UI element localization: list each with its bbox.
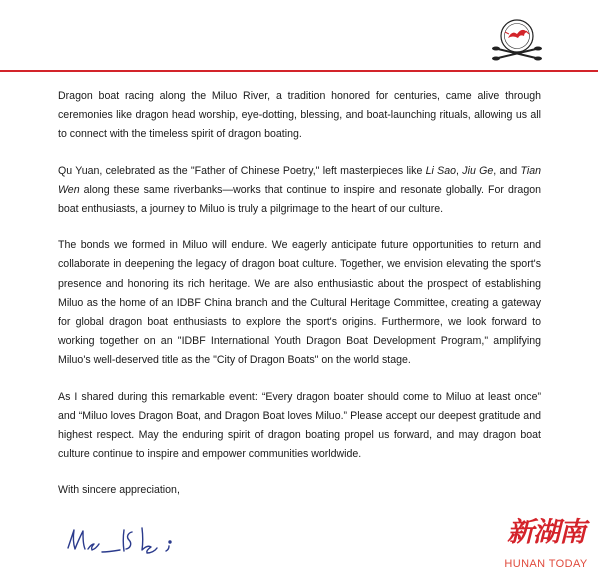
watermark-chinese-logo: 新湖南: [507, 517, 585, 548]
paragraph-1: Dragon boat racing along the Miluo River, a tradition honored for centuries, came alive through ceremonies like dragon head worship, eye-dotting, blessing, and boat-launching rituals, allowing us all to connect with the timeless spirit of dragon boating.: [58, 90, 541, 141]
paragraph-3: The bonds we formed in Miluo will endure. We eagerly anticipate future opportunities to return and collaborate in deepening the legacy of dragon boat culture. Together, we envision elevating the sport's presence and honoring its rich heritage. We are also enthusiastic about the prospect of establishing Miluo as the home of an IDBF China branch and the Cultural Heritage Committee, creating a gateway for global dragon boat enthusiasts to explore the sport's origins. Furthermore, we look forward to working together on an "IDBF International Youth Dragon Boat Development Program," amplifying Miluo's well-deserved title as the "City of Dragon Boats" on the world stage.: [58, 239, 541, 367]
em-dash: —: [222, 183, 234, 196]
letterhead-logo: [488, 14, 546, 68]
watermark-english-label: HUNAN TODAY: [504, 558, 588, 570]
title-tian-wen: Tian Wen: [58, 164, 542, 196]
letter-body: [58, 87, 541, 518]
paragraph-2-text-a: Qu Yuan, celebrated as the "Father of Chinese Poetry," left masterpieces like: [58, 164, 426, 177]
closing-line: With sincere appreciation,: [58, 484, 180, 497]
title-li-sao: Li Sao: [425, 164, 457, 177]
paragraph-2-text-e: , and: [493, 164, 521, 177]
paragraph-2-text-g: along these same riverbanks: [79, 183, 223, 196]
paragraph-2: [58, 162, 541, 220]
hunan-today-watermark: [496, 516, 596, 576]
paragraph-2-text-i: works that continue to inspire and resonate globally. For dragon boat enthusiasts, a journey to Miluo is truly a pilgrimage to the heart of our culture.: [58, 183, 541, 216]
paragraph-2-text-c: ,: [456, 164, 463, 177]
handwritten-signature: [62, 518, 194, 564]
paragraph-4: As I shared during this remarkable event: “Every dragon boater should come to Miluo at least once” and “Miluo loves Dragon Boat, and Dragon Boat loves Miluo.” Please accept our deepest gratitude and highest respect. May the enduring spirit of dragon boating propel us forward, and may dragon boat culture continue to inspire and empower communities worldwide.: [58, 390, 541, 461]
header-divider: [0, 70, 598, 72]
title-jiu-ge: Jiu Ge: [462, 164, 494, 177]
